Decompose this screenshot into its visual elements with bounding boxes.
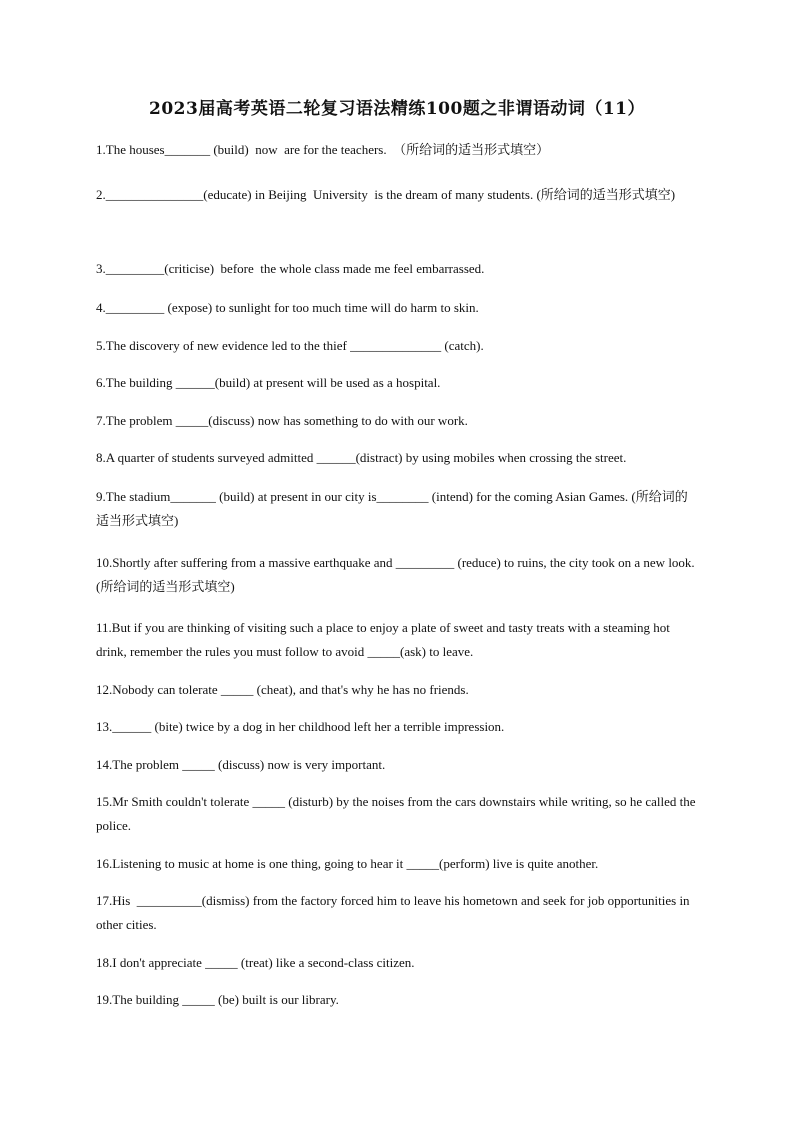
question-5-text: 5.The discovery of new evidence led to the thief ______________ (catch).: [96, 338, 484, 353]
question-17-text: 17.His __________(dismiss) from the factory forced him to leave his hometown and seek for job opportunities in other cities.: [96, 893, 693, 932]
question-15-text: 15.Mr Smith couldn't tolerate _____ (disturb) by the noises from the cars downstairs while writing, so he called the police.: [96, 794, 699, 833]
question-14: [96, 753, 700, 777]
question-15: [96, 790, 700, 838]
question-6-text: 6.The building ______(build) at present will be used as a hospital.: [96, 375, 441, 390]
question-5: [96, 334, 700, 358]
question-18: [96, 951, 700, 975]
question-18-text: 18.I don't appreciate _____ (treat) like a second-class citizen.: [96, 955, 415, 970]
question-2-text: 2._______________(educate) in Beijing University is the dream of many students. (所给词的适当形式填空): [96, 187, 676, 202]
question-12-text: 12.Nobody can tolerate _____ (cheat), and that's why he has no friends.: [96, 682, 469, 697]
question-8: [96, 446, 700, 470]
question-1-text: 1.The houses_______ (build) now are for the teachers. （所给词的适当形式填空）: [96, 142, 550, 157]
question-4-text: 4._________ (expose) to sunlight for too much time will do harm to skin.: [96, 300, 479, 315]
question-13-text: 13.______ (bite) twice by a dog in her childhood left her a terrible impression.: [96, 719, 505, 734]
document-title: 2023届高考英语二轮复习语法精练100题之非谓语动词（11）: [149, 99, 645, 119]
question-17: [96, 889, 700, 937]
question-4: [96, 296, 700, 320]
question-2: [96, 183, 700, 207]
question-19: [96, 988, 700, 1012]
question-9: [96, 485, 700, 533]
question-11-text: 11.But if you are thinking of visiting such a place to enjoy a plate of sweet and tasty treats with a steaming hot drink, remember the rules you must follow to avoid _____(ask) to leave.: [96, 620, 674, 659]
question-10: [96, 551, 700, 599]
question-1: [96, 138, 700, 162]
question-3-text: 3._________(criticise) before the whole class made me feel embarrassed.: [96, 261, 485, 276]
question-14-text: 14.The problem _____ (discuss) now is very important.: [96, 757, 386, 772]
question-7-text: 7.The problem _____(discuss) now has something to do with our work.: [96, 413, 468, 428]
question-12: [96, 678, 700, 702]
question-16-text: 16.Listening to music at home is one thing, going to hear it _____(perform) live is quite another.: [96, 856, 599, 871]
question-19-text: 19.The building _____ (be) built is our library.: [96, 992, 339, 1007]
question-10-text: 10.Shortly after suffering from a massive earthquake and _________ (reduce) to ruins, the city took on a new look. (所给词的适当形式填空): [96, 555, 698, 594]
question-11: [96, 616, 700, 664]
question-8-text: 8.A quarter of students surveyed admitted ______(distract) by using mobiles when crossing the street.: [96, 450, 627, 465]
question-6: [96, 371, 700, 395]
question-9-text: 9.The stadium_______ (build) at present in our city is________ (intend) for the coming Asian Games. (所给词的适当形式填空): [96, 489, 688, 528]
question-7: [96, 409, 700, 433]
question-16: [96, 852, 700, 876]
question-13: [96, 715, 700, 739]
question-3: [96, 257, 700, 281]
